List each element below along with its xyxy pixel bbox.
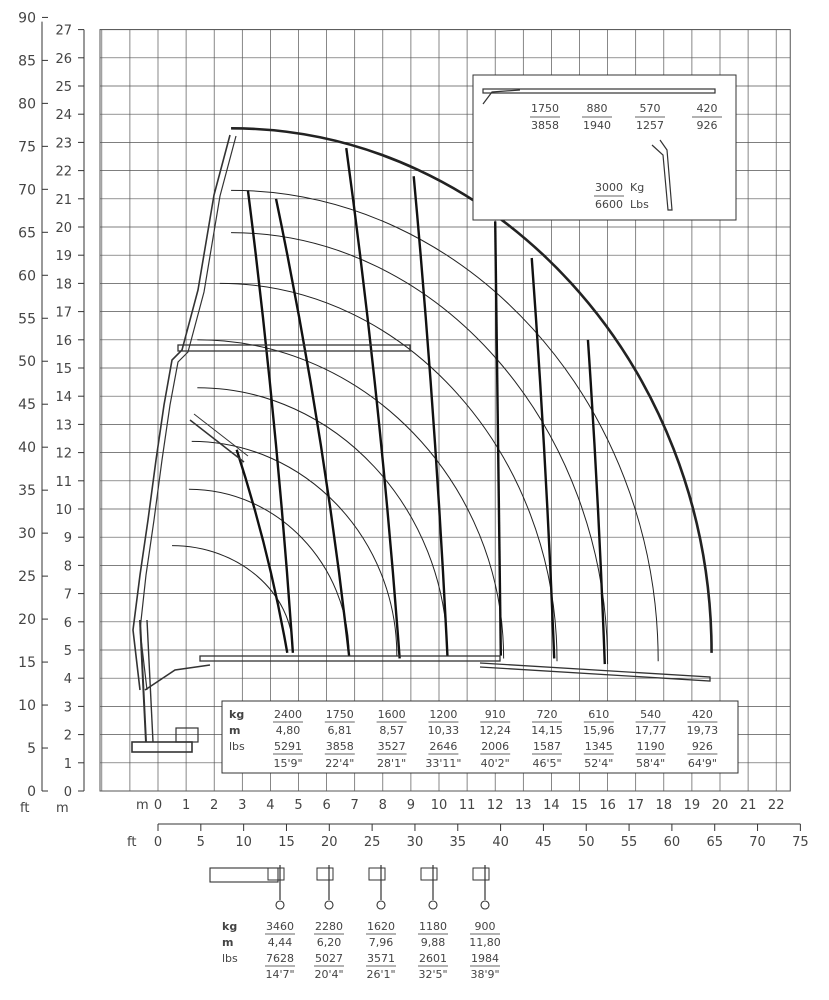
bottom-table-kg: 1620 [367,920,395,933]
bottom-table-kg: 2280 [315,920,343,933]
y-m-tick-label: 0 [63,785,72,800]
inset-kg-4: 420 [696,102,718,115]
inset-lbs-1: 3858 [531,119,559,132]
y-axis-ft-unit: ft [20,801,30,816]
x-m-tick-label: 2 [210,798,219,813]
main-load-table [222,701,738,773]
x-m-tick-label: 20 [711,798,729,813]
y-axis-m-unit: m [56,801,69,816]
y-ft-tick-label: 30 [18,526,36,543]
main-table-m: 17,77 [634,724,667,737]
boom-vertical [133,135,230,690]
range-curve [189,489,349,655]
x-m-tick-label: 13 [515,798,532,813]
y-m-tick-label: 16 [55,333,72,349]
bottom-boom-head-icon [268,868,284,880]
bottom-table-m: 11,80 [469,936,501,949]
x-m-tick-label: 17 [627,798,644,813]
y-m-tick-label: 12 [55,446,72,462]
x-m-tick-label: 8 [378,798,387,813]
bottom-hook-icon [429,901,437,909]
main-table-kg: 1600 [377,708,406,721]
crane-base-box [176,728,198,742]
main-table-lbs: 3527 [377,740,406,753]
y-m-tick-label: 7 [63,587,72,603]
x-axis-ft-unit: ft [127,835,137,850]
main-table-ft: 22'4" [325,757,355,770]
bottom-hook-icon [377,901,385,909]
bottom-table-label-lbs: lbs [222,952,238,965]
x-m-tick-label: 0 [153,798,163,813]
bottom-boom-head-icon [317,868,333,880]
x-m-tick-label: 11 [458,798,476,813]
y-ft-tick-label: 50 [18,354,36,371]
x-m-tick-label: 16 [599,798,616,813]
x-ft-tick-label: 40 [492,835,509,850]
main-table-kg: 910 [484,708,506,721]
main-table-kg: 720 [536,708,558,721]
y-m-tick-label: 20 [55,221,72,236]
bottom-hook-icon [481,901,489,909]
bottom-table-kg: 1180 [419,920,447,933]
bottom-table-kg: 3460 [266,920,294,933]
y-m-tick-label: 2 [63,728,72,744]
x-ft-tick-label: 65 [706,835,723,850]
main-table-m: 14,15 [531,724,563,737]
bottom-table-ft: 20'4" [314,968,344,981]
x-ft-tick-label: 50 [577,835,595,850]
main-table-kg: 2400 [274,708,302,721]
y-m-tick-label: 11 [55,474,72,490]
y-ft-tick-label: 40 [18,440,36,457]
main-table-ft: 52'4" [584,757,614,770]
y-ft-tick-label: 55 [18,311,36,328]
main-table-ft: 28'1" [377,757,407,770]
inset-panel [473,75,736,220]
y-m-tick-label: 5 [63,644,72,659]
y-m-tick-label: 14 [55,390,72,406]
y-ft-tick-label: 70 [18,182,36,199]
bottom-table-lbs: 1984 [471,952,499,965]
bottom-table-lbs: 7628 [266,952,294,965]
bottom-boom-head-icon [369,868,385,880]
range-curve [172,546,293,650]
x-m-tick-label: 5 [294,798,303,813]
range-curve [192,441,397,655]
y-ft-tick-label: 35 [18,483,36,500]
inset-kg-1: 1750 [531,102,559,115]
bottom-table-m: 6,20 [316,936,342,949]
bottom-table-label-m: m [222,936,234,949]
x-m-tick-label: 15 [571,798,588,813]
x-axis-m-unit: m [136,798,149,813]
load-line [588,340,605,664]
x-ft-tick-label: 60 [663,835,681,850]
bottom-table-label-kg: kg [222,920,238,933]
inset-max-lbs: 6600 [595,198,623,211]
load-line [495,221,501,655]
inset-lbs-3: 1257 [636,119,664,132]
bottom-table-m: 7,96 [368,936,394,949]
y-m-tick-label: 19 [55,249,72,265]
main-table-kg: 420 [691,708,713,721]
load-line [532,258,554,658]
bottom-table-m: 4,44 [267,936,293,949]
y-m-tick-label: 1 [63,756,72,772]
main-table-ft: 46'5" [532,757,562,770]
main-table-ft: 40'2" [480,757,510,770]
bottom-hook-icon [325,901,333,909]
bottom-boom-head-icon [473,868,489,880]
crane-column-2 [147,620,153,742]
boom-angle-12m-b [194,414,248,456]
y-ft-tick-label: 5 [27,741,36,758]
y-ft-tick-label: 80 [18,96,36,113]
main-table-lbs: 3858 [325,740,354,753]
inset-lbs-2: 1940 [583,119,611,132]
y-m-tick-label: 4 [63,672,72,688]
main-table-m: 4,80 [275,724,301,737]
x-m-tick-label: 10 [430,798,448,813]
main-table-lbs: 1587 [533,740,561,753]
inset-max-kg-unit: Kg [630,181,645,194]
y-m-tick-label: 6 [63,615,72,631]
x-m-tick-label: 3 [238,798,247,813]
main-table-ft: 64'9" [687,757,717,770]
boom-vertical-2 [140,136,236,690]
x-m-tick-label: 12 [486,798,504,813]
boom-horizontal-low [200,656,500,661]
main-table-label-m: m [229,724,241,737]
y-m-tick-label: 18 [55,277,72,293]
x-ft-tick-label: 10 [235,835,252,850]
main-table-m: 10,33 [427,724,460,737]
inset-kg-3: 570 [639,102,661,115]
y-m-tick-label: 9 [63,531,72,547]
main-table-ft: 15'9" [273,757,303,770]
y-ft-tick-label: 15 [18,655,36,672]
x-ft-tick-label: 75 [792,835,809,850]
x-ft-tick-label: 20 [321,835,338,850]
boom-arm-low [145,665,210,690]
x-m-tick-label: 1 [181,798,191,813]
x-ft-tick-label: 25 [363,835,381,850]
load-line [414,176,448,655]
bottom-table-kg: 900 [474,920,496,933]
y-ft-tick-label: 0 [27,784,36,800]
x-ft-tick-label: 0 [153,835,163,850]
main-table-m: 19,73 [686,724,719,737]
y-ft-tick-label: 85 [18,53,36,70]
y-m-tick-label: 25 [55,80,72,95]
bottom-table-ft: 32'5" [418,968,448,981]
x-m-tick-label: 19 [683,798,701,813]
y-ft-tick-label: 75 [18,139,36,156]
main-table-kg: 1200 [429,708,458,721]
main-table-m: 8,57 [379,724,404,737]
x-m-tick-label: 22 [767,798,785,813]
inset-lbs-4: 926 [696,119,718,132]
y-ft-tick-label: 25 [18,569,36,586]
main-table-ft: 58'4" [636,757,666,770]
bottom-table-ft: 14'7" [265,968,295,981]
inset-kg-2: 880 [586,102,608,115]
bottom-table-lbs: 5027 [315,952,343,965]
main-table-lbs: 5291 [274,740,302,753]
y-m-tick-label: 17 [55,305,72,321]
x-ft-tick-label: 5 [196,835,205,850]
y-m-tick-label: 8 [63,559,72,575]
main-table-m: 15,96 [583,724,615,737]
y-ft-tick-label: 65 [18,225,36,242]
main-table-kg: 1750 [325,708,354,721]
main-table-m: 12,24 [479,724,511,737]
crane-base [132,742,192,752]
y-ft-tick-label: 45 [18,397,36,414]
x-ft-tick-label: 35 [449,835,467,850]
x-m-tick-label: 4 [266,798,275,813]
y-ft-tick-label: 10 [18,698,36,715]
x-ft-tick-label: 70 [749,835,766,850]
y-ft-tick-label: 60 [18,268,36,285]
range-curve [197,388,447,656]
bottom-table-columns [265,920,501,981]
bottom-load-table [210,865,501,981]
x-m-tick-label: 7 [350,798,359,813]
y-m-tick-label: 27 [55,23,72,39]
inset-max-kg: 3000 [595,181,623,194]
y-ft-tick-label: 90 [18,10,36,27]
x-ft-tick-label: 30 [406,835,424,850]
y-m-tick-label: 10 [55,503,72,518]
bottom-table-ft: 26'1" [366,968,396,981]
bottom-boom-icons [210,865,489,909]
y-m-tick-label: 23 [55,136,72,152]
x-m-tick-label: 6 [322,798,331,813]
bottom-boom-head-icon [421,868,437,880]
x-m-tick-label: 21 [739,798,757,813]
y-m-tick-label: 26 [55,51,72,67]
main-table-lbs: 926 [691,740,713,753]
main-table-lbs: 1190 [636,740,665,753]
main-table-ft: 33'11" [425,757,462,770]
main-table-lbs: 1345 [584,740,613,753]
x-ft-tick-label: 55 [620,835,638,850]
x-m-tick-label: 9 [406,798,416,813]
main-table-kg: 540 [640,708,662,721]
bottom-table-lbs: 2601 [419,952,447,965]
main-table-label-kg: kg [229,708,245,721]
bottom-table-m: 9,88 [420,936,446,949]
x-ft-tick-label: 45 [535,835,552,850]
y-m-tick-label: 21 [55,192,72,208]
main-table-lbs: 2646 [429,740,458,753]
bottom-table-lbs: 3571 [367,952,395,965]
inset-max-lbs-unit: Lbs [630,198,649,211]
y-ft-tick-label: 20 [18,612,36,629]
y-m-tick-label: 15 [55,362,72,377]
y-m-tick-label: 22 [55,164,72,180]
main-table-kg: 610 [588,708,610,721]
bottom-hook-icon [276,901,284,909]
bottom-table-ft: 38'9" [470,968,500,981]
x-m-tick-label: 14 [543,798,560,813]
y-m-tick-label: 13 [55,418,72,434]
x-ft-tick-label: 15 [278,835,295,850]
y-m-tick-label: 3 [63,700,72,716]
y-m-tick-label: 24 [55,108,72,124]
boom-horizontal-16m [178,345,410,351]
main-table-label-lbs: lbs [229,740,245,753]
main-table-lbs: 2006 [481,740,510,753]
main-table-m: 6,81 [327,724,353,737]
x-m-tick-label: 18 [655,798,673,813]
